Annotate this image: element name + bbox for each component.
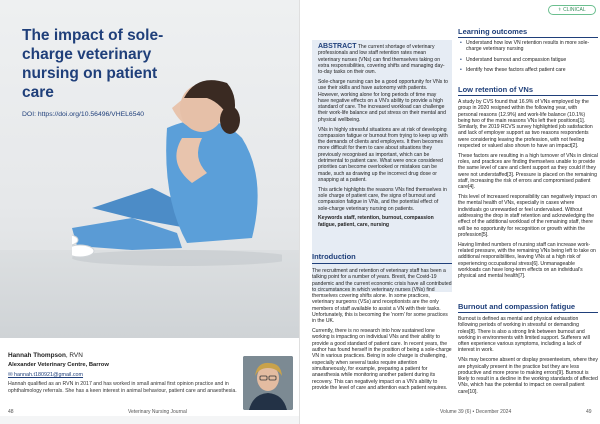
abstract-text xyxy=(318,44,448,232)
retention-p2: These factors are resulting in a high turnover of VNs in clinical roles, and practices are finding themselves unable to provide the same level of care and client support as they could if they were not understaffed[3]. Pressure is placed on the remaining staff, increasing the risk of errors and compromised patient care[4]. xyxy=(458,152,598,191)
clinical-badge xyxy=(548,5,596,15)
keywords-list: staff, retention, burnout, compassion fatigue, patient, care, nursing xyxy=(318,215,434,228)
intro-p2: Currently, there is no research into how sustained lone working is impacting on individual VNs and their ability to provide a good standard of patient care. In recent years, the author has found herself in the position of being a sole-charge VN in various practices. Being in sole charge is challenging, especially when several tasks require attention simultaneously, for example, preparing a patient for anaesthesia while monitoring another patient during its recovery. This can negatively impact on a VN's ability to provide the level of care and attention each patient requires. xyxy=(312,328,452,391)
left-page-number: 48 xyxy=(8,409,14,415)
keywords xyxy=(318,215,448,228)
abstract-label: ABSTRACT xyxy=(318,43,357,50)
author-credentials: , RVN xyxy=(65,352,83,359)
retention-p3: This level of increased responsibility can negatively impact on the mental health of VNs, especially in cases where individuals go unrewarded or feel undervalued. Without addressing the drop in staff retention and acknowledging the effect of the additional workload of the remaining staff, there will be no opportunity for recognition or growth within the profession[5]. xyxy=(458,194,598,238)
author-name-line xyxy=(8,352,83,359)
author-organisation: Alexander Veterinary Centre, Barrow xyxy=(8,362,109,368)
learning-outcome-item: • Identify how these factors affect patient care xyxy=(458,67,598,73)
abstract-p2: Sole-charge nursing can be a good opportunity for VNs to use their skills and have autonomy with patients. However, working alone for long periods of time may have negative effects on a VN's ability to provide a high standard of care. The increased workload can challenge their work-life balance and put stress on their mental and physical wellbeing. xyxy=(318,78,448,123)
author-email-link[interactable] xyxy=(8,372,83,378)
volume-info: Volume 39 (6) • December 2024 xyxy=(440,409,512,415)
clinical-badge-label: CLINICAL xyxy=(563,7,586,13)
burnout-p1: Burnout is defined as mental and physical exhaustion following periods of working in stressful or demanding roles[8]. There is also a strong link between burnout and working in environments with limited support. Sufferers will often experience various symptoms, including a lack of interest in work. xyxy=(458,316,590,354)
burnout-heading: Burnout and compassion fatigue xyxy=(458,302,576,311)
abstract-p1-text: The current shortage of veterinary professionals and low staff retention rates mean veterinary nurses (VNs) can find themselves taking on extra responsibilities, covering shifts and managing day-to-day tasks on their own. xyxy=(318,44,445,76)
learning-outcome-item: • Understand how low VN retention results in more sole-charge veterinary nursing xyxy=(458,40,598,53)
abstract-p3: VNs in highly stressful situations are at risk of developing compassion fatigue or burnout from trying to keep up with the demands of clients and employers. It then becomes more difficult for them to care about situations they previously recognised as important, which can be detrimental to patient care. What were once considered priorities can become overlooked or mistakes can be made, such as drawing up the incorrect drug dose or snapping at a patient. xyxy=(318,126,448,183)
low-retention-text xyxy=(458,99,598,299)
author-email[interactable]: hannah.t180921@gmail.com xyxy=(14,372,84,378)
abstract-p1 xyxy=(318,44,448,75)
learning-outcomes-rule xyxy=(458,37,598,38)
author-name: Hannah Thompson xyxy=(8,352,66,359)
introduction-rule xyxy=(312,263,452,264)
burnout-p2: VNs may become absent or display presenteeism, where they are physically present in the practice but they are less productive and more prone to making errors[9]. Burnout is likely to result in a decline in the working standards of affected VNs, which has the potential to impact on overall patient care[10]. xyxy=(458,357,598,395)
avatar-portrait xyxy=(243,356,293,410)
stethoscope-icon: ⚕ xyxy=(558,7,562,13)
retention-p1: A study by CVS found that 16.9% of VNs employed by the group in 2020 resigned within the following year, with personal reasons (12.9%) and work-life balance (10.1%) being two of the main reasons VNs left their positions[1]. Similarly, the 2019 RCVS survey highlighted job satisfaction and lack of employer support as two reasons respondents were considering leaving the profession, with not feeling respected or valued also shown to have an impact[2]. xyxy=(458,99,593,150)
low-retention-rule xyxy=(458,95,598,96)
learning-outcomes-heading: Learning outcomes xyxy=(458,27,528,36)
burnout-text xyxy=(458,316,598,408)
right-page-number: 49 xyxy=(586,409,592,415)
abstract-p4: This article highlights the reasons VNs find themselves in sole charge of patient care, the signs of burnout and compassion fatigue in VNs, and the potential effect of sole-charge veterinary nursing on patients. xyxy=(318,186,447,212)
learning-outcomes-list xyxy=(458,40,598,78)
intro-p1: The recruitment and retention of veterinary staff has been a talking point for a number of years. Brexit, the Covid-19 pandemic and the current economic crisis have all contributed to circumstances in which veterinary nurses (VNs) find themselves covering shifts alone. In some practices, veterinary surgeons (VSs) and receptionists are the only members of staff available to assist a VN with their tasks. Unfortunately, this is becoming the 'norm' for some practices in the UK. xyxy=(312,268,452,325)
burnout-rule xyxy=(458,312,598,313)
introduction-text xyxy=(312,268,452,408)
low-retention-heading: Low retention of VNs xyxy=(458,85,533,94)
author-bio: Hannah qualified as an RVN in 2017 and has worked in small animal first opinion practice and in ophthalmology referrals. She has a keen interest in animal behaviour, patient care and anaesthesia. xyxy=(8,381,237,394)
article-title: The impact of sole-charge veterinary nursing on patient care xyxy=(22,27,164,101)
learning-outcome-item: • Understand burnout and compassion fatigue xyxy=(458,57,598,63)
keywords-label: Keywords xyxy=(318,215,343,222)
journal-name: Veterinary Nursing Journal xyxy=(128,409,187,415)
email-icon: ✉ xyxy=(8,372,15,378)
author-avatar xyxy=(243,356,293,410)
doi-link[interactable]: DOI: https://doi.org/10.56496/VHEL6540 xyxy=(22,111,145,118)
retention-p4: Having limited numbers of nursing staff can increase work-related pressure, with the remaining VNs being left to take on additional responsibilities, leaving VNs at a high risk of experiencing occupational stress[6]. Unmanageable workloads can have long-term effects on an individual's physical and mental health[7]. xyxy=(458,241,596,280)
introduction-heading: Introduction xyxy=(312,252,356,261)
